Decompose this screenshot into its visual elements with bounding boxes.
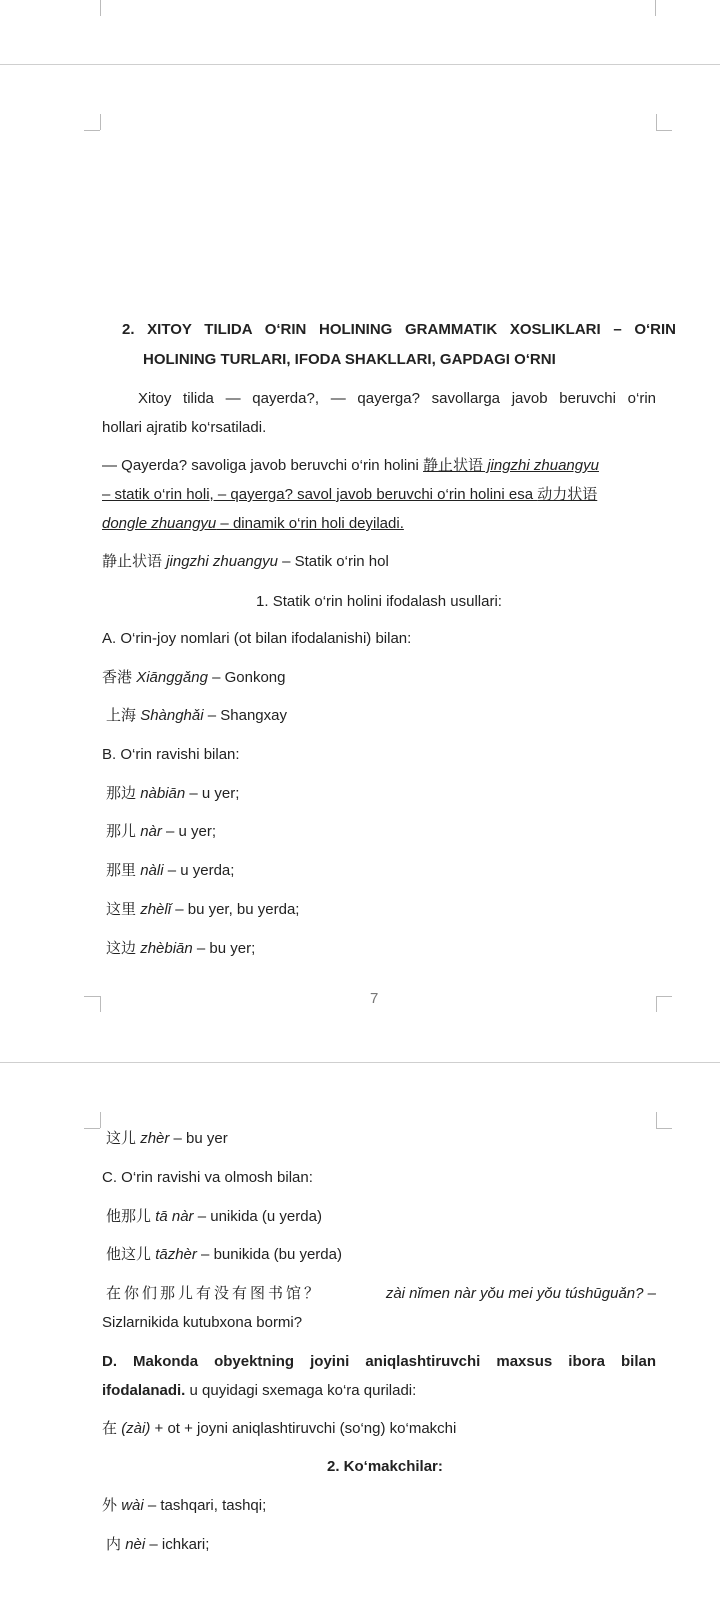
sectionC-item-0 bbox=[106, 1207, 322, 1227]
item-pinyin: tā nàr bbox=[155, 1208, 194, 1225]
corner-mark-bl-h bbox=[84, 996, 100, 997]
item-pinyin: Shànghǎi bbox=[140, 707, 204, 724]
corner-mark-tl2-v bbox=[100, 1112, 101, 1128]
sectionB-item-0 bbox=[106, 784, 239, 804]
sectionA-item-0 bbox=[102, 668, 285, 688]
section-heading-line2: HOLINING TURLARI, IFODA SHAKLLARI, GAPDAGI O‘RNI bbox=[143, 351, 556, 368]
corner-mark-bl-v bbox=[100, 996, 101, 1012]
sectionD-bold: ifodalanadi. bbox=[102, 1382, 186, 1399]
sectionD-rest: u quyidagi sxemaga ko‘ra quriladi: bbox=[185, 1382, 417, 1399]
section-heading-line1: 2. XITOY TILIDA O‘RIN HOLINING GRAMMATIK XOSLIKLARI – O‘RIN bbox=[122, 321, 676, 338]
section1-title: 1. Statik o‘rin holini ifodalash usullari: bbox=[256, 593, 502, 610]
sectionB-item-3 bbox=[106, 900, 299, 920]
item-han: 这儿 bbox=[106, 1130, 137, 1147]
item-pinyin: nèi bbox=[125, 1536, 146, 1553]
sectionC-example-line1 bbox=[106, 1284, 656, 1304]
top-left-margin-tick bbox=[100, 0, 101, 16]
corner-mark-tr2-h bbox=[656, 1128, 672, 1129]
static-def-pinyin: jingzhi zhuangyu bbox=[166, 553, 278, 570]
sectionB-item-2 bbox=[106, 861, 234, 881]
item-han: 他这儿 bbox=[106, 1246, 152, 1263]
definition-line1 bbox=[102, 456, 656, 476]
item-han: 这里 bbox=[106, 901, 137, 918]
sectionC-title: C. O‘rin ravishi va olmosh bilan: bbox=[102, 1169, 313, 1186]
item-meaning: – bu yer; bbox=[192, 940, 256, 957]
definition-text1: — Qayerda? savoliga javob beruvchi o‘rin holini bbox=[102, 457, 424, 474]
item-meaning: – ichkari; bbox=[145, 1536, 210, 1553]
item-pinyin: wài bbox=[121, 1497, 144, 1514]
page-number: 7 bbox=[370, 990, 379, 1007]
static-def-han: 静止状语 bbox=[102, 553, 163, 570]
sectionA-title: A. O‘rin-joy nomlari (ot bilan ifodalanishi) bilan: bbox=[102, 630, 412, 647]
formula-rest: + ot + joyni aniqlashtiruvchi (so‘ng) ko‘makchi bbox=[150, 1420, 457, 1437]
sectionD-line2 bbox=[102, 1381, 416, 1401]
definition-pinyin1: jingzhi zhuangyu bbox=[483, 457, 599, 474]
section2-item-1 bbox=[106, 1535, 209, 1555]
item-han: 外 bbox=[102, 1497, 118, 1514]
item-meaning: – u yer; bbox=[185, 785, 240, 802]
corner-mark-tr-v bbox=[656, 114, 657, 130]
definition-han2: 动力状语 bbox=[537, 486, 598, 503]
item-han: 这边 bbox=[106, 940, 137, 957]
section2-title: 2. Ko‘makchilar: bbox=[327, 1458, 443, 1475]
corner-mark-tl2-h bbox=[84, 1128, 100, 1129]
item-meaning: – bu yer, bu yerda; bbox=[171, 901, 300, 918]
corner-mark-tr-h bbox=[656, 130, 672, 131]
example-pinyin: zài nǐmen nàr yǒu mei yǒu túshūguǎn? – bbox=[385, 1285, 656, 1302]
sectionB-item-1 bbox=[106, 822, 216, 842]
corner-mark-tl-v bbox=[100, 114, 101, 130]
item-pinyin: tāzhèr bbox=[155, 1246, 197, 1263]
item-han: 内 bbox=[106, 1536, 122, 1553]
item-meaning: – bu yer bbox=[169, 1130, 228, 1147]
sectionC-item-1 bbox=[106, 1245, 342, 1265]
definition-text3: – dinamik o‘rin holi deyiladi. bbox=[216, 515, 404, 532]
corner-mark-tr2-v bbox=[656, 1112, 657, 1128]
sectionD-line1: D. Makonda obyektning joyini aniqlashtiruvchi maxsus ibora bilan bbox=[102, 1353, 656, 1370]
intro-line1: Xitoy tilida — qayerda?, — qayerga? savollarga javob beruvchi o‘rin bbox=[138, 390, 656, 407]
sectionB-item-5 bbox=[106, 1129, 228, 1149]
intro-line2: hollari ajratib ko‘rsatiladi. bbox=[102, 419, 267, 436]
item-pinyin: zhèlǐ bbox=[140, 901, 172, 918]
definition-line2 bbox=[102, 485, 597, 505]
item-han: 他那儿 bbox=[106, 1208, 152, 1225]
page-break-top bbox=[0, 64, 720, 65]
formula-pinyin: (zài) bbox=[121, 1420, 151, 1437]
sectionD-formula bbox=[102, 1419, 456, 1439]
item-pinyin: nàli bbox=[140, 862, 164, 879]
item-meaning: – Gonkong bbox=[207, 669, 286, 686]
item-han: 那里 bbox=[106, 862, 137, 879]
static-definition bbox=[102, 552, 389, 572]
corner-mark-br-h bbox=[656, 996, 672, 997]
item-pinyin: zhèbiān bbox=[140, 940, 193, 957]
formula-han: 在 bbox=[102, 1420, 118, 1437]
section2-item-0 bbox=[102, 1496, 266, 1516]
item-meaning: – Shangxay bbox=[203, 707, 287, 724]
sectionB-title: B. O‘rin ravishi bilan: bbox=[102, 746, 240, 763]
definition-pinyin2: dongle zhuangyu bbox=[102, 515, 217, 532]
item-han: 那边 bbox=[106, 785, 137, 802]
static-def-text: – Statik o‘rin hol bbox=[277, 553, 389, 570]
item-meaning: – u yer; bbox=[161, 823, 217, 840]
sectionA-item-1 bbox=[106, 706, 287, 726]
item-pinyin: Xiānggǎng bbox=[136, 669, 208, 686]
sectionC-example-translation: Sizlarnikida kutubxona bormi? bbox=[102, 1314, 303, 1331]
definition-han1: 静止状语 bbox=[423, 457, 484, 474]
top-right-margin-tick bbox=[655, 0, 656, 16]
item-meaning: – tashqari, tashqi; bbox=[143, 1497, 267, 1514]
item-han: 香港 bbox=[102, 669, 133, 686]
item-meaning: – bunikida (bu yerda) bbox=[196, 1246, 342, 1263]
example-han: 在你们那儿有没有图书馆？ bbox=[106, 1285, 323, 1302]
page-break-bottom bbox=[0, 1062, 720, 1063]
item-han: 上海 bbox=[106, 707, 137, 724]
item-han: 那儿 bbox=[106, 823, 137, 840]
corner-mark-tl-h bbox=[84, 130, 100, 131]
definition-text2: – statik o‘rin holi, – qayerga? savol javob beruvchi o‘rin holini esa bbox=[102, 486, 538, 503]
item-meaning: – u yerda; bbox=[163, 862, 235, 879]
sectionB-item-4 bbox=[106, 939, 255, 959]
item-pinyin: nàr bbox=[140, 823, 162, 840]
item-meaning: – unikida (u yerda) bbox=[193, 1208, 322, 1225]
definition-line3 bbox=[102, 514, 404, 534]
item-pinyin: nàbiān bbox=[140, 785, 186, 802]
corner-mark-br-v bbox=[656, 996, 657, 1012]
item-pinyin: zhèr bbox=[140, 1130, 170, 1147]
